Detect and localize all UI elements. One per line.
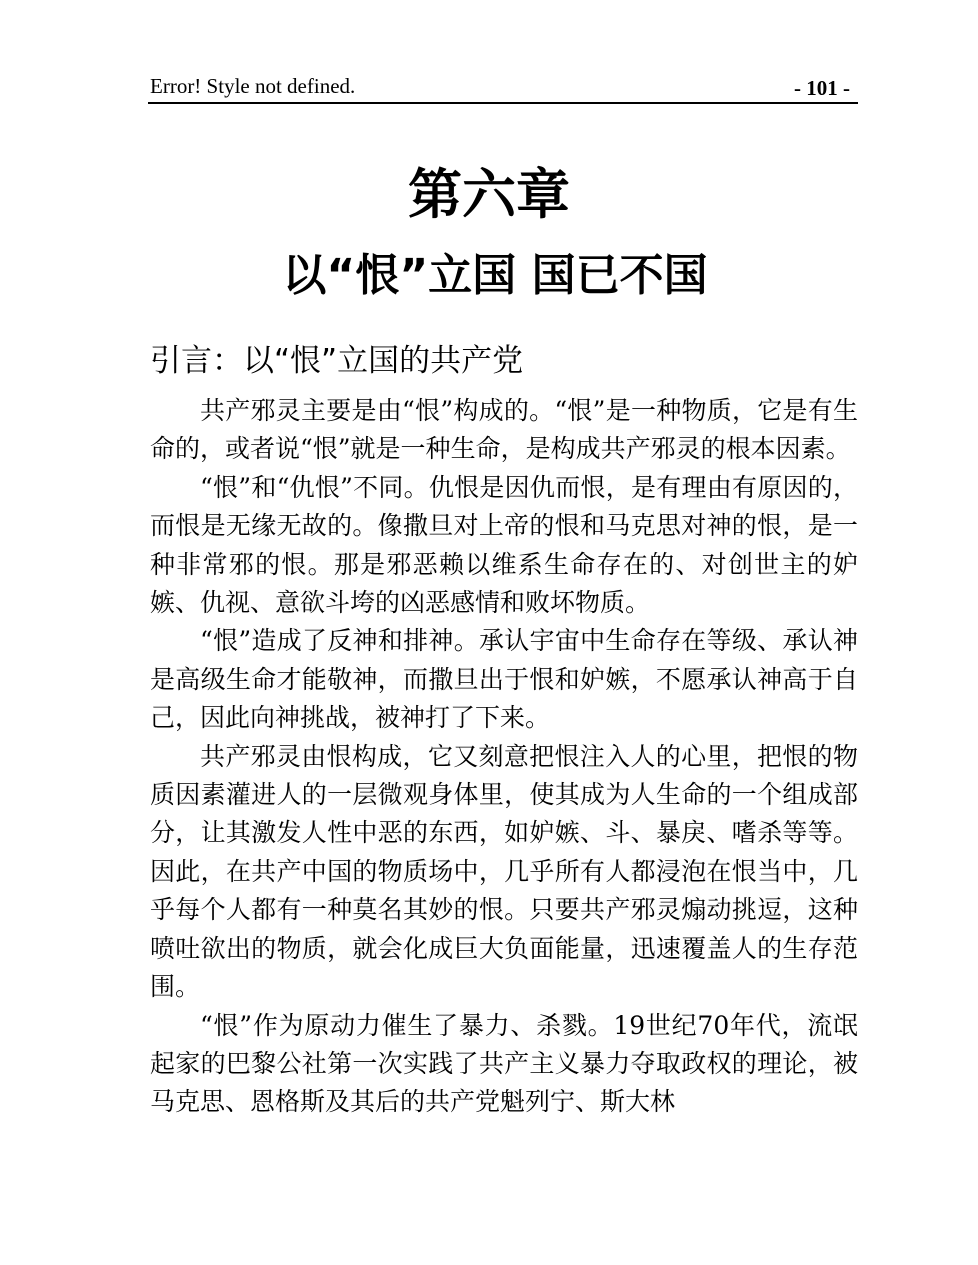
header-left-text: Error! Style not defined. xyxy=(150,74,356,98)
chapter-title: 第六章 xyxy=(408,163,570,226)
paragraph: “恨”和“仇恨”不同。仇恨是因仇而恨，是有理由有原因的，而恨是无缘无故的。像撒旦对上帝的恨和马克思对神的恨，是一种非常邪的恨。那是邪恶赖以维系生命存在的、对创世主的妒嫉、仇视、意欲斗垮的凶恶感情和败坏物质。 xyxy=(150,472,858,618)
running-header xyxy=(148,74,858,104)
body-text xyxy=(150,392,858,1122)
paragraph: 共产邪灵主要是由“恨”构成的。“恨”是一种物质，它是有生命的，或者说“恨”就是一种生命，是构成共产邪灵的根本因素。 xyxy=(150,396,858,464)
section-heading: 引言：以“恨”立国的共产党 xyxy=(150,343,524,379)
paragraph: “恨”作为原动力催生了暴力、杀戮。19世纪70年代，流氓起家的巴黎公社第一次实践了共产主义暴力夺取政权的理论，被马克思、恩格斯及其后的共产党魁列宁、斯大林 xyxy=(150,1010,858,1117)
paragraph: “恨”造成了反神和排神。承认宇宙中生命存在等级、承认神是高级生命才能敬神，而撒旦出于恨和妒嫉，不愿承认神高于自己，因此向神挑战，被神打了下来。 xyxy=(150,626,858,733)
paragraph: 共产邪灵由恨构成，它又刻意把恨注入人的心里，把恨的物质因素灌进人的一层微观身体里，使其成为人生命的一个组成部分，让其激发人性中恶的东西，如妒嫉、斗、暴戾、嗜杀等等。因此，在共产中国的物质场中，几乎所有人都浸泡在恨当中，几乎每个人都有一种莫名其妙的恨。只要共产邪灵煽动挑逗，这种喷吐欲出的物质，就会化成巨大负面能量，迅速覆盖人的生存范围。 xyxy=(150,741,858,1002)
page-number: - 101 - xyxy=(794,76,850,100)
chapter-subtitle: 以“恨”立国 国已不国 xyxy=(282,250,708,301)
